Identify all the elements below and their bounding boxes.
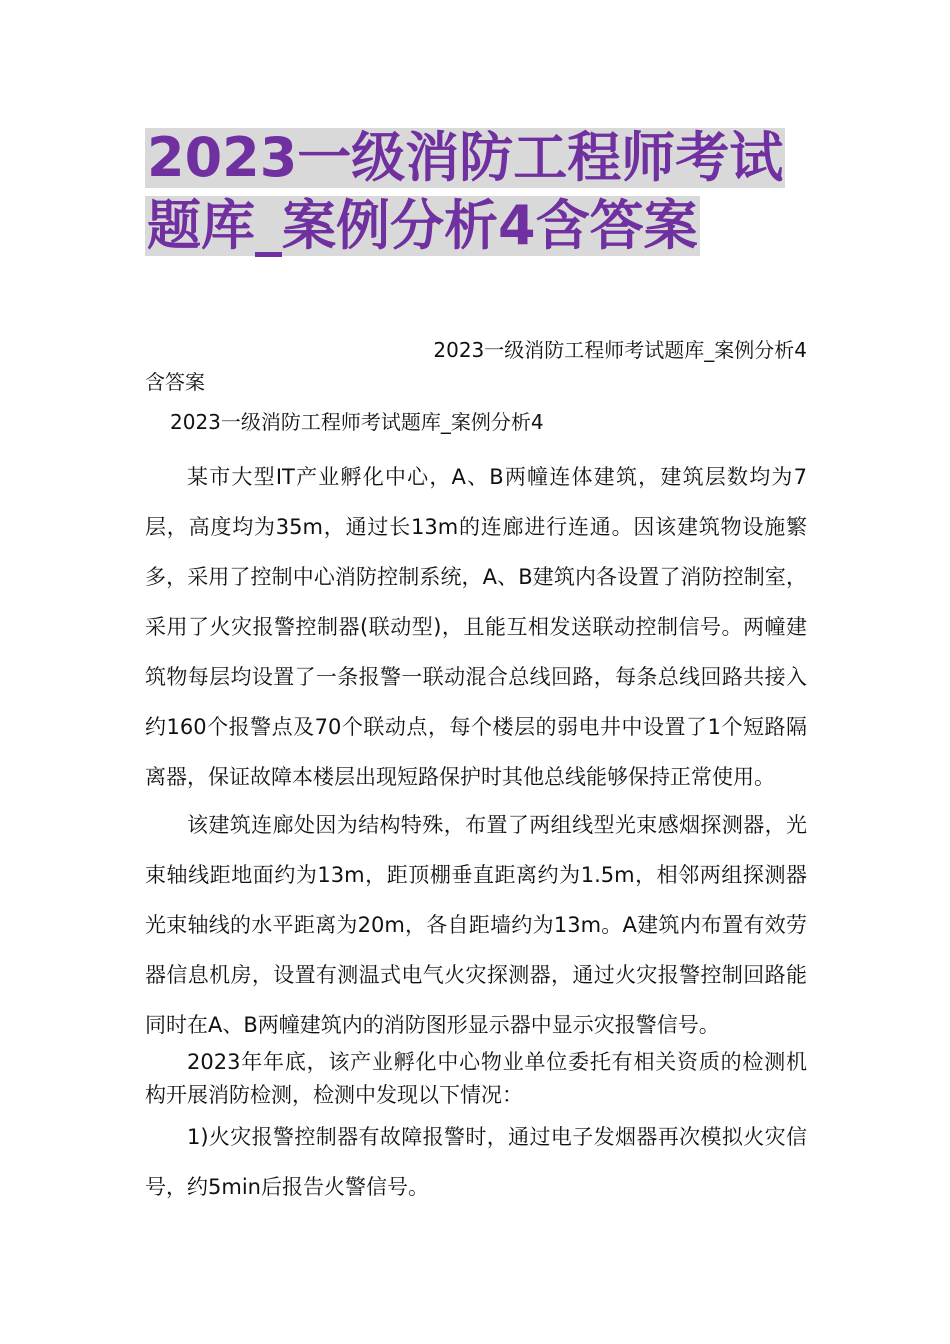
title-line-1: 2023一级消防工程师考试 — [147, 126, 784, 189]
paragraph-3: 2023年年底，该产业孵化中心物业单位委托有相关资质的检测机构开展消防检测，检测中发现以下情况： — [145, 1050, 807, 1107]
title-line-2: 题库_案例分析4含答案 — [147, 194, 698, 257]
section-heading: 2023一级消防工程师考试题库_案例分析4 — [170, 410, 544, 434]
subtitle — [145, 334, 807, 398]
document-body — [145, 452, 807, 1212]
paragraph-4: 1)火灾报警控制器有故障报警时，通过电子发烟器再次模拟火灾信号，约5min后报告火警信号。 — [145, 1125, 807, 1199]
document-title — [145, 128, 810, 264]
subtitle-line-2: 含答案 — [145, 370, 205, 394]
paragraph-1: 某市大型IT产业孵化中心，A、B两幢连体建筑，建筑层数均为7层，高度均为35m，通过长13m的连廊进行连通。因该建筑物设施繁多，采用了控制中心消防控制系统，A、B建筑内各设置了消防控制室，采用了火灾报警控制器(联动型)，且能互相发送联动控制信号。两幢建筑物每层均设置了一条报警一联动混合总线回路，每条总线回路共接入约160个报警点及70个联动点，每个楼层的弱电井中设置了1个短路隔离器，保证故障本楼层出现短路保护时其他总线能够保持正常使用。 — [145, 465, 807, 789]
paragraph-2: 该建筑连廊处因为结构特殊，布置了两组线型光束感烟探测器，光束轴线距地面约为13m，距顶棚垂直距离约为1.5m，相邻两组探测器光束轴线的水平距离为20m，各自距墙约为13m。A建筑内布置有效劳器信息机房，设置有测温式电气火灾探测器，通过火灾报警控制回路能同时在A、B两幢建筑内的消防图形显示器中显示灾报警信号。 — [145, 813, 807, 1037]
subtitle-line-1: 2023一级消防工程师考试题库_案例分析4 — [433, 338, 807, 362]
